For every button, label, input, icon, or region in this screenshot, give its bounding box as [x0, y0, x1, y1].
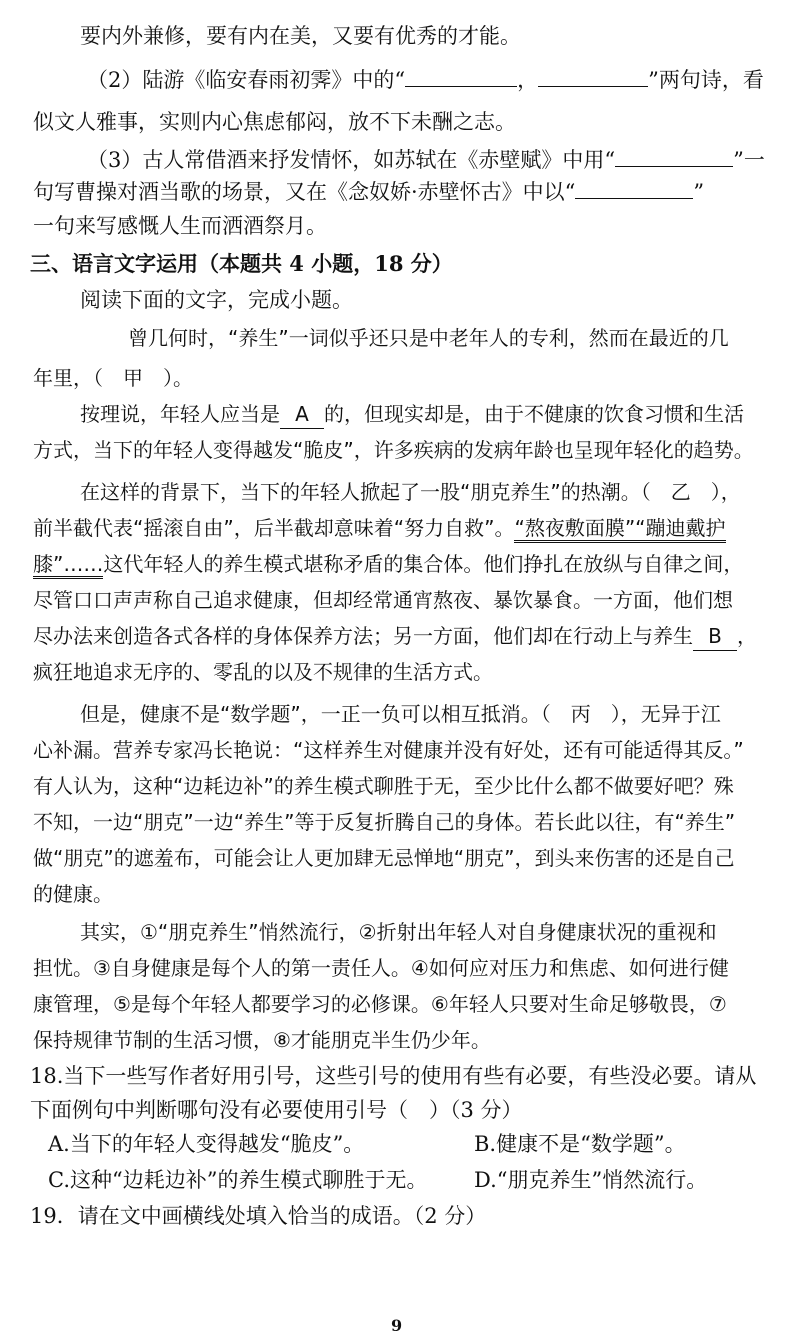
- passage-line: 心补漏。营养专家冯长艳说：“这样养生对健康并没有好处，还有可能适得其反。”: [33, 738, 744, 762]
- answer-blank[interactable]: [615, 146, 733, 167]
- passage-line: 尽管口口声声称自己追求健康，但却经常通宵熬夜、暴饮暴食。一方面，他们想: [33, 588, 733, 612]
- option-b[interactable]: B.健康不是“数学题”。: [474, 1132, 686, 1156]
- passage-line: [80, 400, 744, 429]
- answer-blank[interactable]: [575, 178, 693, 199]
- passage-line: 年里，（ 甲 ）。: [33, 366, 193, 390]
- passage-line: 有人认为，这种“边耗边补”的养生模式聊胜于无，至少比什么都不做要好吧？殊: [33, 774, 734, 798]
- passage-text: 按理说，年轻人应当是: [80, 402, 280, 426]
- q3-line2-suffix: ”: [693, 180, 705, 204]
- answer-blank[interactable]: [405, 66, 517, 87]
- question-3-line: [87, 146, 765, 174]
- passage-line: 做“朋克”的遮羞布，可能会让人更加肆无忌惮地“朋克”，到头来伤害的还是自己: [33, 846, 735, 870]
- passage-text: 前半截代表“摇滚自由”，后半截却意味着“努力自救”。: [33, 516, 515, 540]
- passage-text: 的，但现实却是，由于不健康的饮食习惯和生活: [324, 402, 744, 426]
- section-intro: 阅读下面的文字，完成小题。: [80, 288, 353, 312]
- passage-line: 康管理，⑤是每个年轻人都要学习的必修课。⑥年轻人只要对生命足够敬畏，⑦: [33, 992, 727, 1016]
- q2-suffix: ”两句诗，看: [648, 68, 764, 92]
- answer-blank[interactable]: [538, 66, 648, 87]
- option-d[interactable]: D.“朋克养生”悄然流行。: [474, 1168, 708, 1192]
- option-c[interactable]: C.这种“边耗边补”的养生模式聊胜于无。: [48, 1168, 428, 1192]
- q18-stem: 下面例句中判断哪句没有必要使用引号（ ）（3 分）: [30, 1098, 523, 1122]
- passage-line: 疯狂地追求无序的、零乱的以及不规律的生活方式。: [33, 660, 493, 684]
- q18-stem: 18.当下一些写作者好用引号，这些引号的使用有些有必要，有些没必要。请从: [30, 1064, 757, 1088]
- passage-line: 曾几何时，“养生”一词似乎还只是中老年人的专利，然而在最近的几: [128, 326, 729, 350]
- passage-line: 方式，当下的年轻人变得越发“脆皮”，许多疾病的发病年龄也呈现年轻化的趋势。: [33, 438, 754, 462]
- passage-line: 在这样的背景下，当下的年轻人掀起了一股“朋克养生”的热潮。（ 乙 ），: [80, 480, 741, 504]
- option-a[interactable]: A.当下的年轻人变得越发“脆皮”。: [48, 1132, 365, 1156]
- q19-stem: 19．请在文中画横线处填入恰当的成语。（2 分）: [30, 1204, 487, 1228]
- question-2-line: [87, 66, 764, 94]
- underlined-phrase: 膝”……: [33, 552, 103, 579]
- fill-blank-b[interactable]: B: [693, 622, 737, 651]
- q3-prefix: （3）古人常借酒来抒发情怀，如苏轼在《赤壁赋》中用“: [87, 148, 616, 172]
- q2-comma: ，: [517, 68, 539, 92]
- text-line: 一句来写感慨人生而洒酒祭月。: [33, 214, 327, 238]
- passage-line: [33, 550, 743, 578]
- passage-line: 不知，一边“朋克”一边“养生”等于反复折腾自己的身体。若长此以往，有“养生”: [33, 810, 736, 834]
- passage-line: 但是，健康不是“数学题”，一正一负可以相互抵消。（ 丙 ），无异于江: [80, 702, 721, 726]
- passage-text: ，: [737, 624, 757, 648]
- underlined-phrase: “熬夜敷面膜”“蹦迪戴护: [514, 516, 725, 543]
- question-3-line-2: [33, 178, 704, 206]
- page-number: 9: [391, 1316, 403, 1335]
- passage-line: [33, 622, 757, 651]
- q3-suffix: ”一: [733, 148, 765, 172]
- passage-line: 其实，①“朋克养生”悄然流行，②折射出年轻人对自身健康状况的重视和: [80, 920, 717, 944]
- passage-text: 尽办法来创造各式各样的身体保养方法；另一方面，他们却在行动上与养生: [33, 624, 693, 648]
- passage-line: 保持规律节制的生活习惯，⑧才能朋克半生仍少年。: [33, 1028, 491, 1052]
- q2-prefix: （2）陆游《临安春雨初霁》中的“: [87, 68, 406, 92]
- section-heading: 三、语言文字运用（本题共 4 小题，18 分）: [30, 251, 453, 276]
- q3-line2-prefix: 句写曹操对酒当歌的场景，又在《念奴娇·赤壁怀古》中以“: [33, 180, 576, 204]
- passage-line: 担忧。③自身健康是每个人的第一责任人。④如何应对压力和焦虑、如何进行健: [33, 956, 729, 980]
- fill-blank-a[interactable]: A: [280, 400, 324, 429]
- text-line: 似文人雅事，实则内心焦虑郁闷，放不下未酬之志。: [33, 110, 516, 134]
- passage-line: [33, 514, 726, 542]
- passage-line: 的健康。: [33, 882, 113, 906]
- text-line: 要内外兼修，要有内在美，又要有优秀的才能。: [80, 24, 521, 48]
- passage-text: 这代年轻人的养生模式堪称矛盾的集合体。他们挣扎在放纵与自律之间，: [103, 552, 744, 576]
